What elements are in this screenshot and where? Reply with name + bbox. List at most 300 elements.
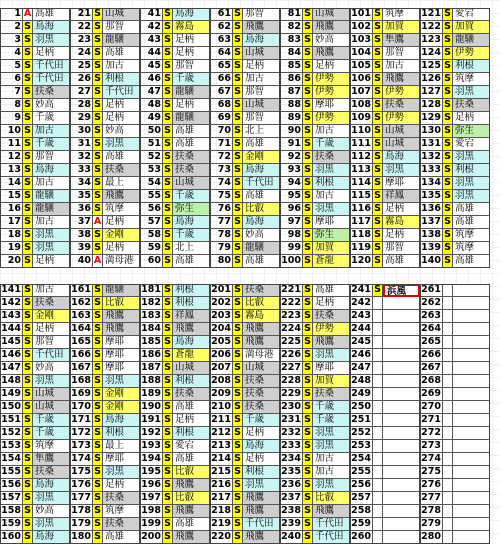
type-badge[interactable]: S: [23, 427, 33, 440]
row-number[interactable]: 235: [281, 466, 301, 477]
type-badge[interactable]: S: [373, 125, 383, 138]
row-number[interactable]: 23: [70, 34, 93, 47]
type-badge[interactable]: S: [93, 297, 103, 310]
row-number[interactable]: 10: [0, 125, 23, 138]
ship-name-cell[interactable]: 伊勢: [313, 73, 350, 86]
type-badge[interactable]: S: [233, 375, 243, 388]
row-number[interactable]: 150: [1, 401, 21, 412]
type-badge[interactable]: S: [233, 388, 243, 401]
ship-name-cell[interactable]: 扶桑: [173, 164, 210, 177]
row-number[interactable]: 92: [280, 151, 303, 164]
row-number[interactable]: 50: [140, 125, 163, 138]
row-number[interactable]: 240: [281, 531, 301, 542]
type-badge[interactable]: S: [23, 177, 33, 190]
ship-name-cell[interactable]: 加古: [103, 60, 140, 73]
ship-name-cell[interactable]: 千歳: [173, 73, 210, 86]
type-badge[interactable]: S: [233, 427, 243, 440]
ship-name-cell[interactable]: 扶桑: [33, 466, 70, 479]
type-badge[interactable]: S: [163, 8, 173, 21]
row-number[interactable]: 48: [140, 99, 163, 112]
type-badge[interactable]: S: [93, 453, 103, 466]
row-number[interactable]: 172: [71, 427, 91, 438]
type-badge[interactable]: [373, 414, 383, 427]
type-badge[interactable]: S: [23, 21, 33, 34]
ship-name-cell[interactable]: 羽黒: [33, 242, 70, 255]
ship-name-cell[interactable]: [383, 336, 420, 349]
row-number[interactable]: 183: [141, 310, 161, 321]
ship-name-cell[interactable]: 扶桑: [243, 401, 280, 414]
ship-name-cell[interactable]: [383, 362, 420, 375]
type-badge[interactable]: [373, 453, 383, 466]
type-badge[interactable]: [443, 492, 453, 505]
row-number[interactable]: 149: [1, 388, 21, 399]
row-number[interactable]: 121: [421, 8, 441, 19]
type-badge[interactable]: S: [303, 34, 313, 47]
ship-name-cell[interactable]: 伊勢: [383, 86, 420, 99]
row-number[interactable]: 61: [210, 8, 233, 21]
type-badge[interactable]: S: [23, 99, 33, 112]
type-badge[interactable]: S: [303, 336, 313, 349]
type-badge[interactable]: S: [303, 310, 313, 323]
ship-name-cell[interactable]: 筑摩: [33, 440, 70, 453]
row-number[interactable]: 91: [280, 138, 303, 151]
ship-name-cell[interactable]: 羽黒: [313, 479, 350, 492]
ship-name-cell[interactable]: 高雄: [173, 125, 210, 138]
type-badge[interactable]: S: [303, 427, 313, 440]
type-badge[interactable]: S: [23, 492, 33, 505]
ship-name-cell[interactable]: 羽黒: [33, 492, 70, 505]
type-badge[interactable]: S: [233, 310, 243, 323]
type-badge[interactable]: S: [443, 86, 453, 99]
ship-name-cell[interactable]: 比叡: [103, 297, 140, 310]
ship-name-cell[interactable]: [453, 310, 490, 323]
type-badge[interactable]: S: [303, 414, 313, 427]
row-number[interactable]: 65: [210, 60, 233, 73]
type-badge[interactable]: S: [163, 323, 173, 336]
type-badge[interactable]: [443, 505, 453, 518]
ship-name-cell[interactable]: 高雄: [453, 203, 490, 216]
type-badge[interactable]: S: [163, 388, 173, 401]
type-badge[interactable]: S: [233, 112, 243, 125]
row-number[interactable]: 135: [421, 190, 441, 201]
row-number[interactable]: 15: [0, 190, 23, 203]
row-number[interactable]: 161: [71, 284, 91, 295]
ship-name-cell[interactable]: 足柄: [243, 453, 280, 466]
type-badge[interactable]: S: [23, 531, 33, 544]
type-badge[interactable]: S: [233, 60, 243, 73]
ship-name-cell[interactable]: 扶桑: [243, 375, 280, 388]
row-number[interactable]: 243: [351, 310, 371, 321]
ship-name-cell[interactable]: 足柄: [243, 427, 280, 440]
ship-name-cell[interactable]: [453, 414, 490, 427]
type-badge[interactable]: S: [93, 47, 103, 60]
type-badge[interactable]: S: [303, 203, 313, 216]
ship-name-cell[interactable]: [383, 505, 420, 518]
ship-name-cell[interactable]: 羽黒: [103, 466, 140, 479]
row-number[interactable]: 28: [70, 99, 93, 112]
ship-name-cell[interactable]: 扶桑: [173, 151, 210, 164]
ship-name-cell[interactable]: 比叡: [173, 466, 210, 479]
type-badge[interactable]: S: [443, 164, 453, 177]
ship-name-cell[interactable]: 隼鷹: [33, 453, 70, 466]
type-badge[interactable]: S: [23, 323, 33, 336]
ship-name-cell[interactable]: 利根: [103, 73, 140, 86]
row-number[interactable]: 136: [421, 203, 441, 214]
ship-name-cell[interactable]: 那智: [243, 8, 280, 21]
ship-name-cell[interactable]: 比叡: [243, 203, 280, 216]
row-number[interactable]: 162: [71, 297, 91, 308]
ship-name-cell[interactable]: 羽黒: [313, 203, 350, 216]
ship-name-cell[interactable]: 鳥海: [243, 440, 280, 453]
ship-name-cell[interactable]: 羽黒: [33, 34, 70, 47]
ship-name-cell[interactable]: 最上: [103, 440, 140, 453]
ship-name-cell[interactable]: 山城: [173, 362, 210, 375]
ship-name-cell[interactable]: 高雄: [33, 8, 70, 21]
type-badge[interactable]: S: [233, 216, 243, 229]
type-badge[interactable]: S: [163, 203, 173, 216]
ship-name-cell[interactable]: 扶桑: [33, 297, 70, 310]
type-badge[interactable]: S: [303, 440, 313, 453]
type-badge[interactable]: S: [303, 138, 313, 151]
type-badge[interactable]: S: [373, 112, 383, 125]
type-badge[interactable]: S: [303, 401, 313, 414]
row-number[interactable]: 173: [71, 440, 91, 451]
type-badge[interactable]: S: [233, 401, 243, 414]
type-badge[interactable]: [443, 375, 453, 388]
row-number[interactable]: 21: [70, 8, 93, 21]
ship-name-cell[interactable]: 比叡: [173, 492, 210, 505]
type-badge[interactable]: S: [93, 86, 103, 99]
ship-name-cell[interactable]: 摩耶: [103, 336, 140, 349]
ship-name-cell[interactable]: 飛鷹: [313, 21, 350, 34]
type-badge[interactable]: S: [23, 255, 33, 268]
type-badge[interactable]: S: [303, 151, 313, 164]
ship-name-cell[interactable]: 筑摩: [383, 8, 420, 21]
type-badge[interactable]: [373, 310, 383, 323]
row-number[interactable]: 140: [421, 255, 441, 266]
row-number[interactable]: 188: [141, 375, 161, 386]
ship-name-cell[interactable]: 筑摩: [453, 73, 490, 86]
type-badge[interactable]: S: [233, 177, 243, 190]
type-badge[interactable]: S: [23, 479, 33, 492]
ship-name-cell[interactable]: 足柄: [33, 255, 70, 268]
row-number[interactable]: 198: [141, 505, 161, 516]
ship-name-cell[interactable]: 山城: [33, 388, 70, 401]
row-number[interactable]: 123: [421, 34, 441, 45]
ship-name-cell[interactable]: 千歳: [243, 414, 280, 427]
type-badge[interactable]: S: [163, 21, 173, 34]
type-badge[interactable]: S: [23, 297, 33, 310]
row-number[interactable]: 62: [210, 21, 233, 34]
ship-name-cell[interactable]: 鳥海: [173, 336, 210, 349]
row-number[interactable]: 134: [421, 177, 441, 188]
row-number[interactable]: 107: [351, 86, 371, 97]
ship-name-cell[interactable]: 扶桑: [33, 86, 70, 99]
row-number[interactable]: 221: [281, 284, 301, 295]
row-number[interactable]: 226: [281, 349, 301, 360]
type-badge[interactable]: S: [93, 375, 103, 388]
ship-name-cell[interactable]: [453, 505, 490, 518]
type-badge[interactable]: S: [373, 255, 383, 268]
row-number[interactable]: 60: [140, 255, 163, 268]
row-number[interactable]: 228: [281, 375, 301, 386]
type-badge[interactable]: S: [163, 164, 173, 177]
ship-name-cell[interactable]: 利根: [173, 284, 210, 297]
row-number[interactable]: 206: [211, 349, 231, 360]
type-badge[interactable]: [443, 362, 453, 375]
row-number[interactable]: 80: [210, 255, 233, 268]
row-number[interactable]: 77: [210, 216, 233, 229]
type-badge[interactable]: S: [93, 505, 103, 518]
type-badge[interactable]: S: [303, 125, 313, 138]
type-badge[interactable]: S: [163, 297, 173, 310]
row-number[interactable]: 249: [351, 388, 371, 399]
ship-name-cell[interactable]: 羽黒: [383, 164, 420, 177]
row-number[interactable]: 272: [421, 427, 441, 438]
type-badge[interactable]: [373, 492, 383, 505]
ship-name-cell[interactable]: 千歳: [33, 138, 70, 151]
row-number[interactable]: 143: [1, 310, 21, 321]
type-badge[interactable]: S: [233, 47, 243, 60]
type-badge[interactable]: S: [23, 34, 33, 47]
ship-name-cell[interactable]: 鳥海: [243, 164, 280, 177]
ship-name-cell[interactable]: [453, 349, 490, 362]
row-number[interactable]: 137: [421, 216, 441, 227]
ship-name-cell[interactable]: 飛鷹: [103, 323, 140, 336]
type-badge[interactable]: S: [93, 60, 103, 73]
type-badge[interactable]: S: [303, 284, 313, 297]
type-badge[interactable]: A: [23, 8, 32, 19]
type-badge[interactable]: S: [233, 466, 243, 479]
ship-name-cell[interactable]: 羽黒: [313, 440, 350, 453]
ship-name-cell[interactable]: [453, 375, 490, 388]
ship-name-cell[interactable]: 飛鷹: [243, 531, 280, 544]
row-number[interactable]: 85: [280, 60, 303, 73]
row-number[interactable]: 255: [351, 466, 371, 477]
ship-name-cell[interactable]: 加古: [383, 60, 420, 73]
ship-name-cell[interactable]: 飛鷹: [103, 190, 140, 203]
row-number[interactable]: 230: [281, 401, 301, 412]
row-number[interactable]: 208: [211, 375, 231, 386]
type-badge[interactable]: S: [233, 440, 243, 453]
ship-name-cell[interactable]: 足柄: [103, 216, 140, 229]
row-number[interactable]: 114: [351, 177, 371, 188]
type-badge[interactable]: S: [303, 349, 313, 362]
ship-name-cell[interactable]: 加古: [33, 125, 70, 138]
row-number[interactable]: 160: [1, 531, 21, 542]
type-badge[interactable]: S: [163, 453, 173, 466]
ship-name-cell[interactable]: 妙高: [243, 229, 280, 242]
ship-name-cell[interactable]: 山城: [243, 99, 280, 112]
ship-name-cell[interactable]: 妙高: [33, 99, 70, 112]
ship-name-cell[interactable]: 高雄: [173, 255, 210, 268]
row-number[interactable]: 203: [211, 310, 231, 321]
ship-name-cell[interactable]: 高雄: [243, 190, 280, 203]
type-badge[interactable]: S: [163, 362, 173, 375]
type-badge[interactable]: [373, 505, 383, 518]
ship-name-cell[interactable]: [383, 427, 420, 440]
ship-name-cell[interactable]: 足柄: [103, 99, 140, 112]
row-number[interactable]: 20: [0, 255, 23, 268]
row-number[interactable]: 202: [211, 297, 231, 308]
type-badge[interactable]: S: [163, 229, 173, 242]
ship-name-cell[interactable]: 鳥海: [33, 479, 70, 492]
type-badge[interactable]: S: [163, 401, 173, 414]
row-number[interactable]: 213: [211, 440, 231, 451]
type-badge[interactable]: [443, 401, 453, 414]
ship-name-cell[interactable]: [453, 362, 490, 375]
type-badge[interactable]: S: [93, 242, 103, 255]
type-badge[interactable]: [443, 453, 453, 466]
ship-name-cell[interactable]: 扶桑: [103, 518, 140, 531]
ship-name-cell[interactable]: 羽黒: [453, 151, 490, 164]
ship-name-cell[interactable]: 祥鳳: [173, 310, 210, 323]
ship-name-cell[interactable]: [383, 466, 420, 479]
ship-name-cell[interactable]: 利根: [313, 177, 350, 190]
ship-name-cell[interactable]: [453, 440, 490, 453]
ship-name-cell[interactable]: 高雄: [243, 255, 280, 268]
ship-name-cell[interactable]: 利根: [173, 427, 210, 440]
row-number[interactable]: 201: [211, 284, 231, 295]
row-number[interactable]: 70: [210, 125, 233, 138]
type-badge[interactable]: S: [443, 151, 453, 164]
row-number[interactable]: 159: [1, 518, 21, 529]
type-badge[interactable]: S: [163, 440, 173, 453]
type-badge[interactable]: S: [303, 255, 313, 268]
row-number[interactable]: 89: [280, 112, 303, 125]
type-badge[interactable]: S: [233, 34, 243, 47]
row-number[interactable]: 95: [280, 190, 303, 203]
row-number[interactable]: 103: [351, 34, 371, 45]
type-badge[interactable]: S: [303, 531, 313, 544]
type-badge[interactable]: S: [233, 505, 243, 518]
ship-name-cell[interactable]: 伊勢: [313, 86, 350, 99]
type-badge[interactable]: S: [373, 229, 383, 242]
ship-name-cell[interactable]: 利根: [173, 297, 210, 310]
type-badge[interactable]: S: [23, 362, 33, 375]
ship-name-cell[interactable]: 扶桑: [313, 151, 350, 164]
row-number[interactable]: 52: [140, 151, 163, 164]
ship-name-cell[interactable]: 霧島: [383, 216, 420, 229]
type-badge[interactable]: S: [233, 518, 243, 531]
ship-name-cell[interactable]: 飛鷹: [243, 492, 280, 505]
type-badge[interactable]: S: [23, 518, 33, 531]
row-number[interactable]: 124: [421, 47, 441, 58]
ship-name-cell[interactable]: [383, 401, 420, 414]
row-number[interactable]: 152: [1, 427, 21, 438]
type-badge[interactable]: [443, 440, 453, 453]
type-badge[interactable]: [443, 414, 453, 427]
type-badge[interactable]: S: [233, 138, 243, 151]
row-number[interactable]: 101: [351, 8, 371, 19]
row-number[interactable]: 194: [141, 453, 161, 464]
ship-name-cell[interactable]: 霧島: [243, 310, 280, 323]
row-number[interactable]: 27: [70, 86, 93, 99]
ship-name-cell[interactable]: 加古: [33, 216, 70, 229]
ship-name-cell[interactable]: 扶桑: [313, 310, 350, 323]
type-badge[interactable]: S: [233, 203, 243, 216]
ship-name-cell[interactable]: 飛鷹: [243, 505, 280, 518]
type-badge[interactable]: S: [163, 349, 173, 362]
row-number[interactable]: 185: [141, 336, 161, 347]
row-number[interactable]: 112: [351, 151, 371, 162]
type-badge[interactable]: S: [93, 349, 103, 362]
ship-name-cell[interactable]: 高雄: [103, 151, 140, 164]
type-badge[interactable]: S: [23, 401, 33, 414]
ship-name-cell[interactable]: 鳥海: [33, 531, 70, 544]
row-number[interactable]: 68: [210, 99, 233, 112]
row-number[interactable]: 167: [71, 362, 91, 373]
type-badge[interactable]: [373, 388, 383, 401]
ship-name-cell[interactable]: 山城: [243, 362, 280, 375]
type-badge[interactable]: S: [163, 518, 173, 531]
row-number[interactable]: 187: [141, 362, 161, 373]
type-badge[interactable]: S: [373, 60, 383, 73]
type-badge[interactable]: S: [233, 453, 243, 466]
row-number[interactable]: 144: [1, 323, 21, 334]
ship-name-cell[interactable]: 龍驤: [243, 242, 280, 255]
row-number[interactable]: 191: [141, 414, 161, 425]
ship-name-cell[interactable]: 千代田: [243, 177, 280, 190]
type-badge[interactable]: S: [23, 336, 33, 349]
type-badge[interactable]: S: [303, 112, 313, 125]
type-badge[interactable]: S: [373, 216, 383, 229]
ship-name-cell[interactable]: 扶桑: [313, 388, 350, 401]
ship-name-cell[interactable]: 加古: [313, 466, 350, 479]
type-badge[interactable]: S: [373, 203, 383, 216]
type-badge[interactable]: S: [233, 531, 243, 544]
row-number[interactable]: 130: [421, 125, 441, 136]
type-badge[interactable]: S: [23, 388, 33, 401]
type-badge[interactable]: S: [163, 531, 173, 544]
type-badge[interactable]: S: [163, 466, 173, 479]
ship-name-cell[interactable]: 高雄: [453, 255, 490, 268]
ship-name-cell[interactable]: [453, 388, 490, 401]
type-badge[interactable]: S: [163, 190, 173, 203]
ship-name-cell[interactable]: 筑摩: [103, 203, 140, 216]
row-number[interactable]: 115: [351, 190, 371, 201]
row-number[interactable]: 87: [280, 86, 303, 99]
type-badge[interactable]: [443, 310, 453, 323]
ship-name-cell[interactable]: 扶桑: [173, 388, 210, 401]
ship-name-cell[interactable]: 羽黒: [453, 86, 490, 99]
type-badge[interactable]: S: [163, 336, 173, 349]
row-number[interactable]: 214: [211, 453, 231, 464]
type-badge[interactable]: S: [443, 229, 453, 242]
ship-name-cell[interactable]: 足柄: [243, 60, 280, 73]
ship-name-cell[interactable]: 妙高: [103, 125, 140, 138]
row-number[interactable]: 222: [281, 297, 301, 308]
row-number[interactable]: 22: [70, 21, 93, 34]
type-badge[interactable]: S: [233, 414, 243, 427]
ship-name-cell[interactable]: 摩耶: [383, 177, 420, 190]
type-badge[interactable]: A: [93, 255, 102, 266]
row-number[interactable]: 67: [210, 86, 233, 99]
row-number[interactable]: 30: [70, 125, 93, 138]
type-badge[interactable]: [373, 401, 383, 414]
ship-name-cell[interactable]: 足柄: [33, 323, 70, 336]
ship-name-cell[interactable]: 金剛: [103, 401, 140, 414]
type-badge[interactable]: S: [23, 414, 33, 427]
row-number[interactable]: 83: [280, 34, 303, 47]
type-badge[interactable]: S: [443, 203, 453, 216]
row-number[interactable]: 147: [1, 362, 21, 373]
ship-name-cell[interactable]: 摩耶: [313, 362, 350, 375]
row-number[interactable]: 264: [421, 323, 441, 334]
row-number[interactable]: 76: [210, 203, 233, 216]
row-number[interactable]: 57: [140, 216, 163, 229]
ship-name-cell[interactable]: 龍驤: [103, 34, 140, 47]
